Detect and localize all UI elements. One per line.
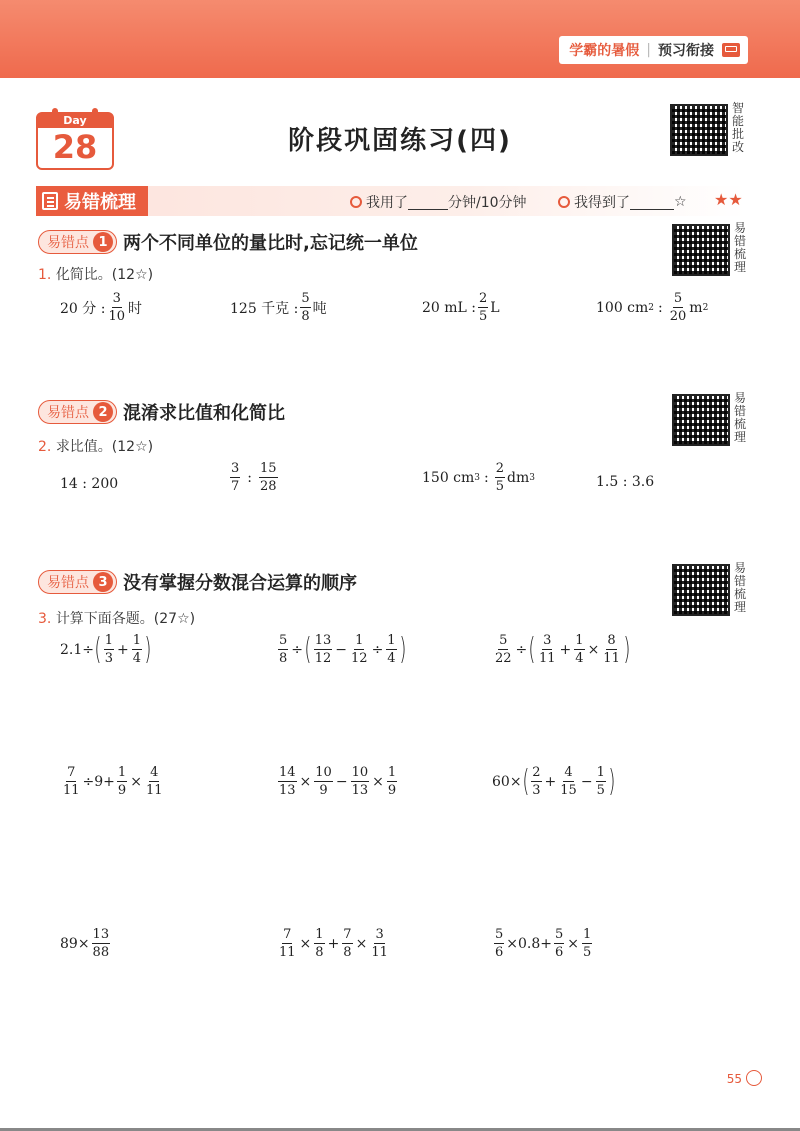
calc-item: $\frac{5}{22}$ ÷ ( $\frac{3}{11}$ + $\frac{1}{4}$ × $\frac{8}{11}$ ) bbox=[495, 631, 631, 667]
ratio-item: 1.5 : 3.6 bbox=[596, 474, 655, 490]
mistake-pill: 易错点 3 bbox=[38, 570, 117, 594]
question-3: 3. 计算下面各题。(27☆) bbox=[38, 611, 196, 627]
calc-item: $\frac{5}{6}$ ×0.8+ $\frac{5}{6}$ × $\frac{1}{5}$ bbox=[495, 927, 592, 960]
question-2: 2. 求比值。(12☆) bbox=[38, 439, 154, 455]
qr-code-icon[interactable] bbox=[672, 564, 730, 616]
check-icon bbox=[558, 196, 570, 208]
question-1: 1. 化简比。(12☆) bbox=[38, 267, 154, 283]
qr-code-icon[interactable] bbox=[672, 394, 730, 446]
qr-label: 易 错 梳 理 bbox=[734, 561, 747, 614]
mistake-header-2 bbox=[38, 399, 285, 425]
ratio-item: 125 千克 : $\frac{5}{8}$ 吨 bbox=[230, 291, 327, 324]
page-title: 阶段巩固练习(四) bbox=[288, 126, 512, 156]
ratio-item: 100 cm 2 : $\frac{5}{20}$ m 2 bbox=[596, 291, 709, 324]
calc-item: 2.1÷ ( $\frac{1}{3}$ + $\frac{1}{4}$ ) bbox=[60, 631, 152, 667]
qr-label: 易 错 梳 理 bbox=[734, 391, 747, 444]
list-icon bbox=[42, 192, 58, 210]
score-record: 我得到了 ☆ bbox=[558, 192, 687, 212]
ratio-item: $\frac{3}{7}$ : $\frac{15}{28}$ bbox=[231, 461, 277, 494]
qr-label: 易 错 梳 理 bbox=[734, 221, 747, 274]
calc-item: $\frac{5}{8}$ ÷ ( $\frac{13}{12}$ − $\frac{1}{12}$ ÷ $\frac{1}{4}$ ) bbox=[279, 631, 406, 667]
time-record: 我用了 分钟/10分钟 bbox=[350, 192, 527, 212]
mistake-header-1 bbox=[38, 229, 418, 255]
calc-item: 89× $\frac{13}{88}$ bbox=[60, 927, 110, 960]
stars-icon: ★★ bbox=[714, 190, 743, 209]
day-label: Day bbox=[38, 114, 112, 128]
series-separator: | bbox=[646, 42, 651, 58]
day-number: 28 bbox=[52, 128, 98, 166]
ratio-item: 20 分 : $\frac{3}{10}$ 时 bbox=[60, 291, 142, 324]
mistake-title: 混淆求比值和化简比 bbox=[123, 403, 285, 424]
ratio-item: 20 mL : $\frac{2}{5}$ L bbox=[422, 291, 500, 324]
time-blank[interactable] bbox=[408, 195, 448, 210]
page-number: 55 bbox=[726, 1072, 742, 1086]
calc-item: $\frac{7}{11}$ × $\frac{1}{8}$ + $\frac{7}{8}$ × $\frac{3}{11}$ bbox=[279, 927, 388, 960]
mistake-pill: 易错点 1 bbox=[38, 230, 117, 254]
section-title-text: 易错梳理 bbox=[64, 192, 136, 213]
book-icon bbox=[722, 43, 740, 57]
qr-code-icon[interactable] bbox=[672, 224, 730, 276]
section-title bbox=[36, 186, 148, 216]
mistake-title: 没有掌握分数混合运算的顺序 bbox=[123, 573, 357, 594]
time-icon bbox=[350, 196, 362, 208]
series-tab bbox=[559, 36, 748, 64]
ratio-item: 14 : 200 bbox=[60, 476, 119, 492]
calc-item: $\frac{7}{11}$ ÷9+ $\frac{1}{9}$ × $\frac{4}{11}$ bbox=[63, 765, 163, 798]
mistake-header-3 bbox=[38, 569, 357, 595]
qr-label: 智 能 批 改 bbox=[732, 101, 745, 154]
calc-item: 60× ( $\frac{2}{3}$ + $\frac{4}{15}$ − $\frac{1}{5}$ ) bbox=[492, 763, 616, 799]
calc-item: $\frac{14}{13}$ × $\frac{10}{9}$ − $\frac{10}{13}$ × $\frac{1}{9}$ bbox=[279, 765, 397, 798]
qr-code-icon[interactable] bbox=[670, 104, 728, 156]
ratio-item: 150 cm 3 : $\frac{2}{5}$ dm 3 bbox=[422, 461, 536, 494]
score-blank[interactable] bbox=[630, 195, 674, 210]
sun-icon bbox=[746, 1070, 762, 1086]
mistake-pill: 易错点 2 bbox=[38, 400, 117, 424]
series-subtitle: 预习衔接 bbox=[658, 43, 714, 59]
mistake-title: 两个不同单位的量比时,忘记统一单位 bbox=[123, 233, 418, 254]
section-banner bbox=[36, 186, 746, 216]
series-title: 学霸的暑假 bbox=[569, 43, 640, 59]
